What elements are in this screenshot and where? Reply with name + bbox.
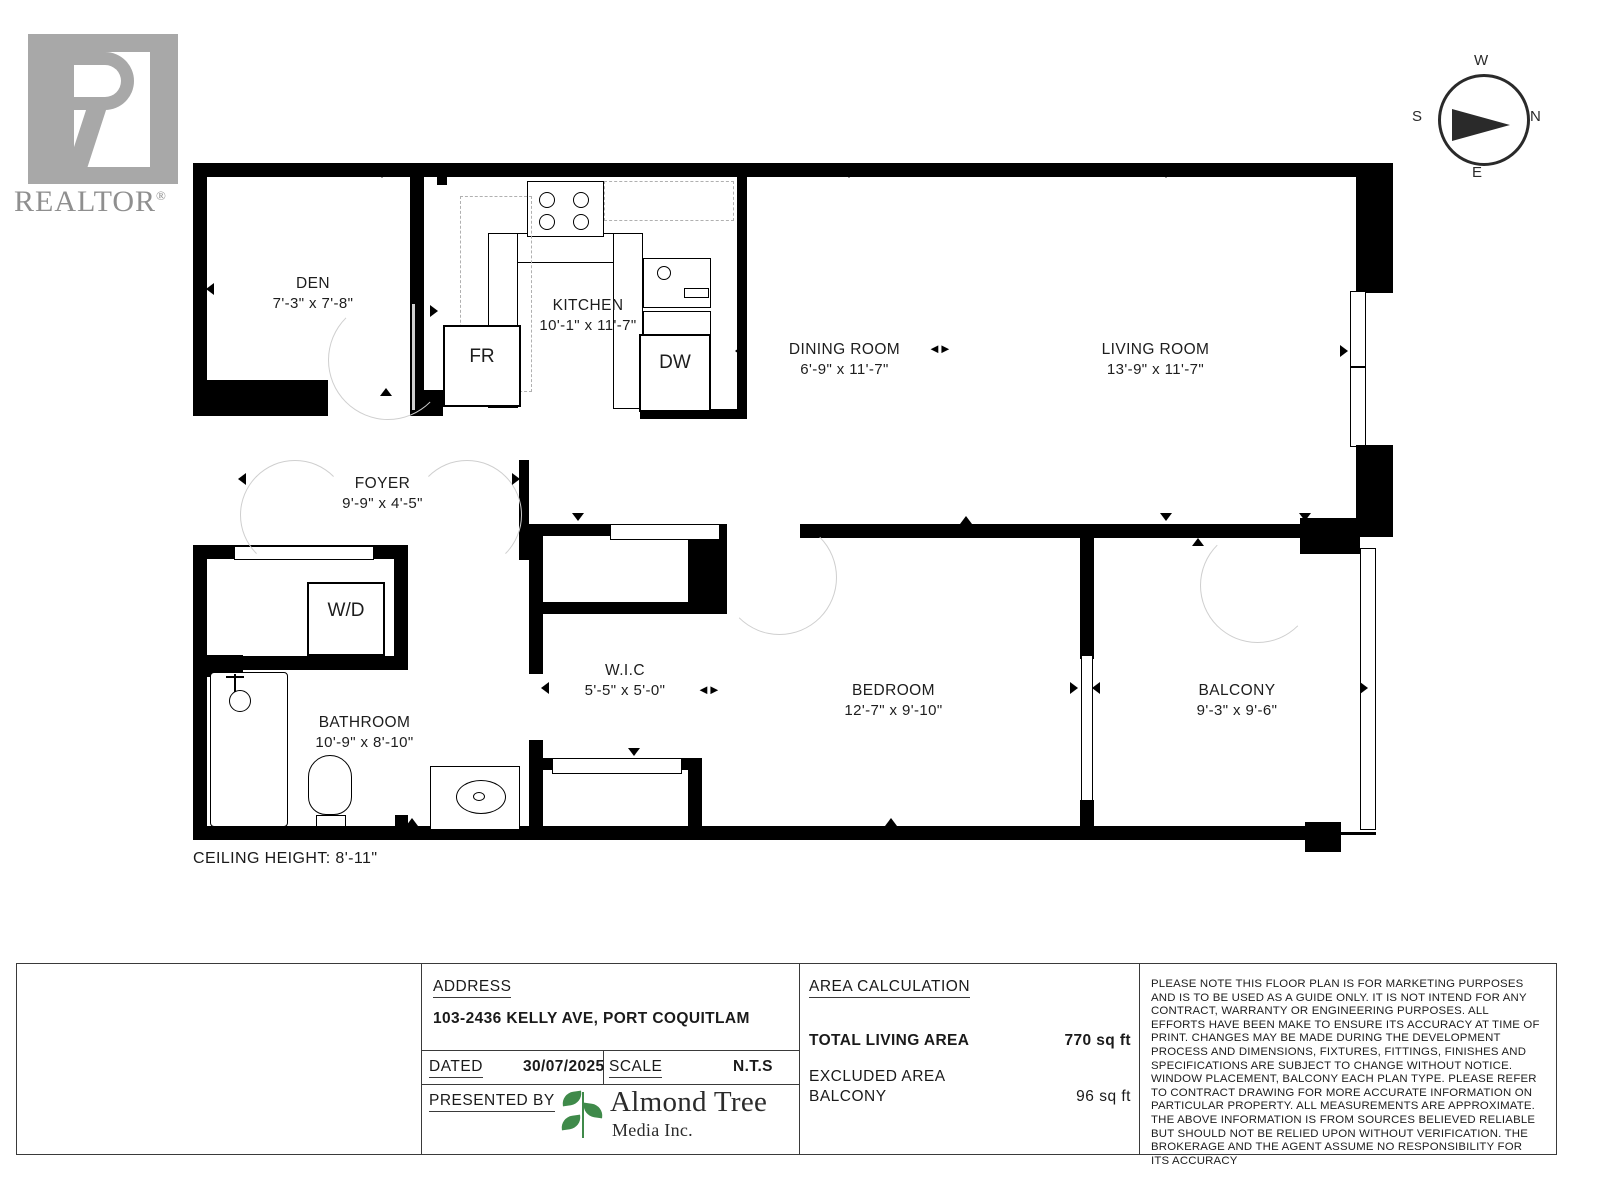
dim-marker-dining: ◄►: [928, 341, 950, 356]
room-dim-living: 13'-9" x 11'-7": [1106, 361, 1205, 378]
address-value-text: 103-2436 KELLY AVE, PORT COQUITLAM: [433, 1010, 750, 1027]
dishwasher-label: DW: [659, 352, 691, 373]
dim-arrow-balcony-in: [1192, 538, 1204, 546]
dim-arrow-den-right: [430, 305, 438, 317]
bathtub-drain-icon: [229, 690, 251, 712]
wall-wic-left: [529, 524, 543, 614]
dim-marker-wic: ◄►: [697, 682, 719, 697]
room-dim-balcony: 9'-3" x 9'-6": [1196, 702, 1278, 719]
balcony-post-inner: [1311, 828, 1335, 846]
dim-arrow-bath-bottom: [406, 818, 418, 826]
presented-by-label-text: PRESENTED BY: [429, 1092, 555, 1112]
realtor-logo: [14, 30, 184, 230]
dim-arrow-living-top: [1160, 170, 1172, 178]
toilet-tank-icon: [316, 815, 346, 827]
company-name: Almond Tree: [610, 1086, 768, 1118]
wall-balcony-corner: [1300, 518, 1360, 554]
divider-1: [421, 964, 422, 1154]
wall-bath-right: [688, 758, 702, 833]
closet-shelf-bottom: [552, 758, 682, 774]
burner-icon-3: [539, 214, 555, 230]
vanity-drain-icon: [473, 792, 485, 801]
wall-right-top: [1356, 163, 1393, 293]
scale-value: [733, 1058, 773, 1076]
wall-laundry-bottom: [207, 656, 408, 670]
faucet-icon: [684, 288, 709, 298]
excluded-label-text: EXCLUDED AREA: [809, 1068, 946, 1085]
room-name-bedroom: BEDROOM: [852, 682, 935, 699]
wall-left-bath: [193, 655, 207, 840]
window-mullion-living: [1350, 366, 1366, 368]
dim-arrow-foyer-right: [512, 473, 520, 485]
wall-bottom: [193, 826, 1338, 840]
washer-dryer-label: W/D: [327, 600, 365, 621]
fridge-label: FR: [469, 346, 495, 367]
room-label-foyer: [300, 474, 465, 514]
dated-label: [429, 1058, 483, 1078]
door-swing-bedroom: [722, 520, 837, 635]
total-living-value: [1055, 1032, 1131, 1050]
excluded-item-text: BALCONY: [809, 1088, 887, 1105]
realtor-wordmark: [14, 185, 167, 219]
total-living-label: [809, 1032, 969, 1050]
wall-left-den: [193, 163, 207, 416]
dim-arrow-den-left: [206, 283, 214, 295]
scale-label: [609, 1058, 662, 1078]
room-name-balcony: BALCONY: [1198, 682, 1276, 699]
dated-value-text: 30/07/2025: [523, 1058, 605, 1075]
area-header: [809, 978, 970, 998]
room-label-balcony: [1152, 681, 1322, 721]
room-name-living: LIVING ROOM: [1101, 341, 1210, 358]
room-label-bathroom: [272, 713, 457, 753]
room-dim-bedroom: 12'-7" x 9'-10": [844, 702, 943, 719]
realtor-registered-mark: ®: [156, 188, 167, 203]
wall-den-bottom-2: [193, 402, 328, 416]
dated-label-text: DATED: [429, 1058, 483, 1078]
dim-arrow-wic-bottom: [628, 748, 640, 756]
room-dim-wic: 5'-5" x 5'-0": [584, 682, 666, 699]
sink-drain-icon: [657, 266, 671, 280]
dim-arrow-balcony-corner: [1299, 513, 1311, 521]
dim-arrow-bedroom-right: [1092, 682, 1100, 694]
almond-tree-logo: [560, 1082, 795, 1148]
scale-label-text: SCALE: [609, 1058, 662, 1078]
dim-arrow-den-bottom: [380, 388, 392, 396]
bathtub-spout-icon: [226, 676, 244, 678]
burner-icon-2: [573, 192, 589, 208]
divider-2: [799, 964, 800, 1154]
wall-wic-left-3: [529, 740, 543, 830]
realtor-word-text: REALTOR: [14, 185, 157, 218]
info-table: [16, 963, 1557, 1167]
compass-label-north: N: [1530, 108, 1541, 125]
excluded-label: [809, 1068, 946, 1086]
dim-arrow-foyer-left: [238, 473, 246, 485]
realtor-r-icon: [28, 34, 178, 184]
wall-laundry-right: [394, 545, 408, 670]
door-leaf-den: [412, 304, 415, 410]
dated-value: [523, 1058, 605, 1076]
wall-wic-bottom: [529, 602, 702, 614]
room-label-den: [248, 274, 378, 314]
compass-needle-icon: [1452, 109, 1510, 141]
disclaimer-text: PLEASE NOTE THIS FLOOR PLAN IS FOR MARKETING PURPOSES AND IS TO BE USED AS A GUIDE ONLY. IT IS NOT INTEND FOR ANY CONTRACT, WARRANTY OR ENGINEERING PURPOSES. ALL EFFORTS HAVE BEEN MAKE TO ENSURE ITS ACCURACY AT TIME OF PRINT. CHANGES MAY BE MADE DURING THE DEVELOPMENT PROCESS AND DIMENSIONS, FIXTURES, FITTINGS, FINISHES AND SPECIFICATIONS ARE SUBJECT TO CHANGE WITHOUT NOTICE. WINDOW PLACEMENT, BALCONY EACH PLAN TYPE. PLEASE REFER TO CONTRACT DRAWING FOR MORE ACCURATE INFORMATION ON PARTICULAR PROPERTY. ALL MEASUREMENTS ARE APPROXIMATE. THE ABOVE INFORMATION IS FROM SOURCES BELIEVED RELIABLE BUT SHOULD NOT BE RELIED UPON WITHOUT VERIFICATION. THE BROKERAGE AND THE AGENT ASSUME NO RESPONSIBILITY FOR ITS ACCURACY: [1151, 978, 1540, 1167]
excluded-value: [1055, 1088, 1131, 1106]
room-label-bedroom: [806, 681, 981, 721]
area-header-text: AREA CALCULATION: [809, 978, 970, 998]
room-name-wic: W.I.C: [605, 662, 645, 679]
closet-shelf-top: [610, 524, 720, 540]
total-living-label-text: TOTAL LIVING AREA: [809, 1032, 970, 1049]
burner-icon-4: [573, 214, 589, 230]
wall-kitchen-dining: [737, 177, 747, 419]
room-label-dining: [752, 340, 937, 380]
room-label-living: [1063, 340, 1248, 380]
dim-arrow-balcony-top: [1160, 513, 1172, 521]
room-dim-foyer: 9'-9" x 4'-5": [342, 495, 423, 512]
door-bedroom-balcony: [1081, 655, 1093, 815]
dim-arrow-laundry-top: [380, 545, 392, 553]
excluded-item: [809, 1088, 887, 1106]
dim-arrow-wic-top: [572, 513, 584, 521]
presented-by-label: [429, 1092, 555, 1112]
address-value: [433, 1010, 750, 1028]
dim-arrow-living-right: [1340, 345, 1348, 357]
dim-arrow-bedroom-right-2: [1070, 682, 1078, 694]
compass-label-west: W: [1474, 52, 1489, 69]
wall-left-foyer: [193, 545, 207, 665]
dim-arrow-bedroom-bottom: [885, 818, 897, 826]
room-dim-den: 7'-3" x 7'-8": [272, 295, 354, 312]
excluded-value-text: 96 sq ft: [1076, 1088, 1131, 1105]
address-header-text: ADDRESS: [433, 978, 511, 998]
compass-label-east: E: [1472, 164, 1483, 181]
wall-bedroom-top: [800, 524, 1200, 538]
kitchen-hood-dashed: [604, 181, 734, 221]
window-living-right: [1350, 291, 1366, 447]
dim-arrow-kitchen-right: [735, 345, 743, 357]
wall-top: [193, 163, 1393, 177]
room-name-dining: DINING ROOM: [788, 341, 901, 358]
room-label-kitchen: [498, 296, 678, 336]
company-subname: Media Inc.: [612, 1120, 693, 1140]
cooktop: [527, 181, 604, 237]
door-swing-balcony: [1200, 528, 1315, 643]
room-label-wic: [540, 661, 710, 701]
room-name-foyer: FOYER: [354, 475, 411, 492]
total-living-value-text: 770 sq ft: [1064, 1032, 1131, 1049]
divider-4: [421, 1050, 799, 1051]
room-name-bathroom: BATHROOM: [318, 714, 411, 731]
dim-arrow-dining-top: [843, 170, 855, 178]
dim-arrow-dining-bottom: [960, 516, 972, 524]
dim-arrow-balcony-bottom: [1190, 828, 1202, 836]
scale-value-text: N.T.S: [733, 1058, 773, 1075]
room-name-kitchen: KITCHEN: [552, 297, 624, 314]
door-swing-den: [328, 300, 448, 420]
wall-kitchen-top-stub: [437, 163, 447, 185]
dim-arrow-den-top: [376, 170, 388, 178]
ceiling-height-note: CEILING HEIGHT: 8'-11": [193, 850, 378, 867]
compass-rose: [1408, 52, 1553, 192]
compass-label-south: S: [1412, 108, 1423, 125]
toilet-bowl-icon: [308, 755, 352, 815]
divider-3: [1139, 964, 1140, 1154]
wall-bedroom-right-top: [1080, 524, 1094, 659]
address-header: [433, 978, 511, 998]
room-dim-dining: 6'-9" x 11'-7": [800, 361, 889, 378]
wall-right-lower: [1356, 445, 1393, 537]
burner-icon-1: [539, 192, 555, 208]
leaf-icon: [560, 1086, 606, 1142]
room-dim-bathroom: 10'-9" x 8'-10": [315, 734, 414, 751]
dim-arrow-balcony-right: [1360, 682, 1368, 694]
room-dim-kitchen: 10'-1" x 11'-7": [539, 317, 637, 334]
room-name-den: DEN: [296, 275, 330, 292]
dim-arrow-wic-mid: [630, 602, 642, 610]
wall-bedroom-right-bottom: [1080, 800, 1094, 832]
balcony-rail-bottom: [1338, 832, 1376, 835]
